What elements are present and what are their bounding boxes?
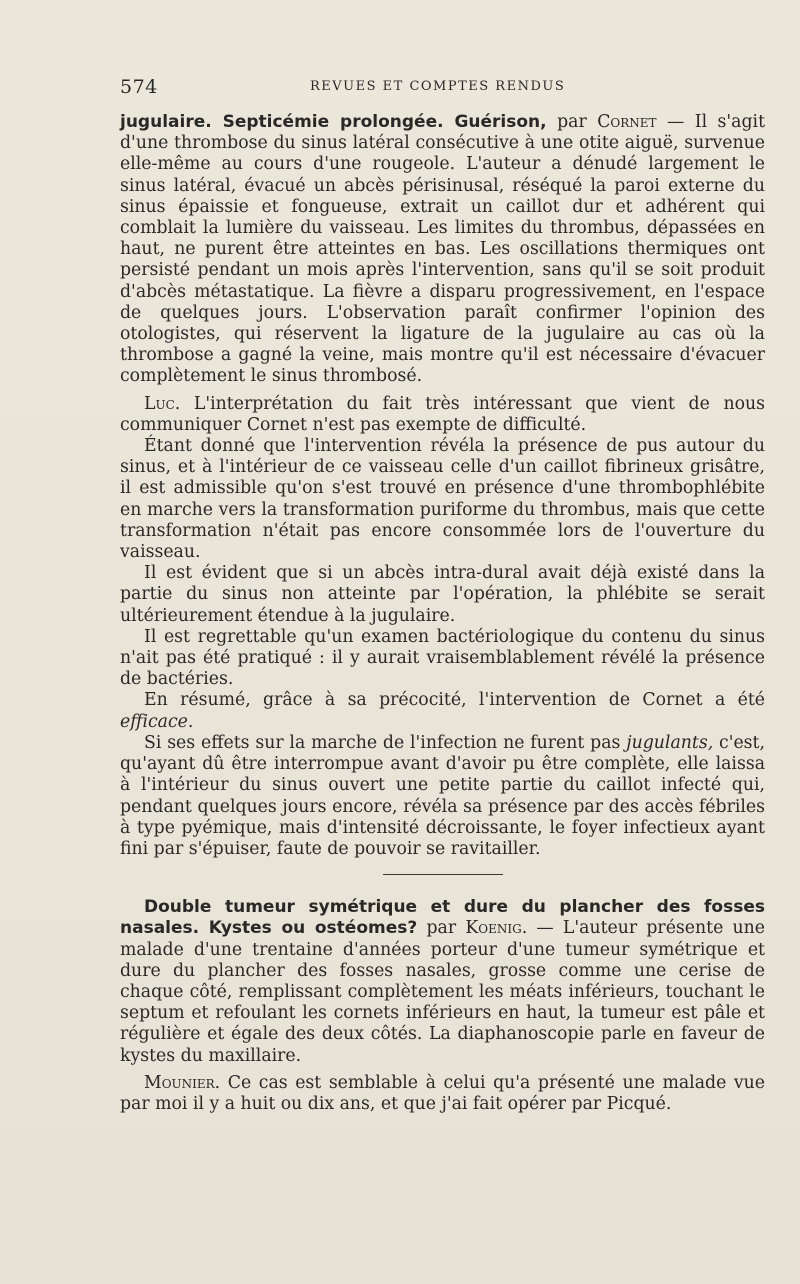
article-1-author: Cornet [597, 112, 657, 132]
article-2-by: par [426, 918, 457, 939]
article-2-author: Koenig. [465, 918, 528, 939]
article-2-comment-author: Mounier. [144, 1072, 221, 1093]
article-1-by: par [557, 112, 587, 132]
running-head: REVUES ET COMPTES RENDUS [310, 79, 566, 94]
article-2-comment-text: Ce cas est semblable à celui qu'a présenté une malade vue par moi il y a huit ou dix ans, et que j'ai fait opérer par Picqué. [120, 1072, 765, 1114]
article-1-paragraph-2: Étant donné que l'intervention révéla la présence de pus autour du sinus, et à l'intérieur de ce vaisseau celle d'un caillot fibrineux grisâtre, il est admissible qu'on s'est trouvé en présence d'une thrombophlébite en marche vers la transformation puriforme du thrombus, mais que cette transformation n'était pas encore consommée lors de l'ouverture du vaisseau. [120, 436, 765, 563]
article-1-paragraph-5 [120, 690, 765, 732]
article-1-intro-text: — Il s'agit d'une thrombose du sinus latéral consécutive à une otite aiguë, survenue elle-même au cours d'une rougeole. L'auteur a dénudé largement le sinus latéral, évacué un abcès périsinusal, réséqué la paroi externe du sinus épaissie et fongueuse, extrait un caillot dur et adhérent qui comblait la lumière du vaisseau. Les limites du thrombus, dépassées en haut, ne purent être atteintes en bas. Les oscillations thermiques ont persisté pendant un mois après l'intervention, sans qu'il se soit produit d'abcès métastatique. La fièvre a disparu progressivement, en l'espace de quelques jours. L'observation paraît confirmer l'opinion des otologistes, qui réservent la ligature de la jugulaire au cas où la thrombose a gagné la veine, mais montre qu'il est nécessaire d'évacuer complètement le sinus thrombosé. [120, 112, 766, 387]
article-2-title: Double tumeur symétrique et dure du plancher des fosses nasales. Kystes ou ostéomes? [120, 897, 765, 939]
body-text [120, 112, 765, 1115]
article-1-comment-text: L'interprétation du fait très intéressant que vient de nous communiquer Cornet n'est pas exempte de difficulté. [120, 393, 765, 435]
article-2-intro-text: — L'auteur présente une malade d'une trentaine d'années porteur d'une tumeur symétrique et dure du plancher des fosses nasales, grosse comme une cerise de chaque côté, remplissant complètement les méats inférieurs, touchant le septum et refoulant les cornets inférieurs en haut, la tumeur est pâle et régulière et égale des deux côtés. La diaphanoscopie parle en faveur de kystes du maxillaire. [120, 918, 766, 1066]
article-1-paragraph-3: Il est évident que si un abcès intra-dural avait déjà existé dans la partie du sinus non atteinte par l'opération, la phlébite se serait ultérieurement étendue à la jugulaire. [120, 563, 765, 626]
article-1-p5-italic: efficace. [120, 711, 194, 732]
article-1-paragraph-4: Il est regrettable qu'un examen bactériologique du contenu du sinus n'ait pas été pratiqué : il y aurait vraisemblablement révélé la présence de bactéries. [120, 626, 765, 690]
article-1-p6-italic: jugulants, [626, 732, 714, 753]
article-2-comment [120, 1073, 765, 1115]
article-1-p6-text-b: c'est, qu'ayant dû être interrompue avant d'avoir pu être complète, elle laissa à l'intérieur du sinus ouvert une petite partie du caillot infecté qui, pendant quelques jours encore, révéla sa présence par des accès fébriles à type pyémique, mais d'intensité décroissante, le foyer infectieux ayant fini par s'épuiser, faute de pouvoir se ravitailler. [120, 732, 765, 859]
page-header [120, 76, 765, 100]
article-1-title: jugulaire. Septicémie prolongée. Guérison, [120, 112, 547, 132]
article-1-comment-author: Luc. [144, 393, 181, 414]
article-1-comment [120, 394, 765, 436]
article-2-intro [120, 897, 765, 1067]
article-1-p6-text-a: Si ses effets sur la marche de l'infection ne furent pas [144, 732, 621, 753]
section-divider [383, 874, 503, 875]
page-number: 574 [120, 76, 158, 98]
article-1-intro [120, 112, 765, 388]
article-1-paragraph-6 [120, 733, 765, 860]
article-1-p5-text: En résumé, grâce à sa précocité, l'intervention de Cornet a été [144, 690, 765, 711]
